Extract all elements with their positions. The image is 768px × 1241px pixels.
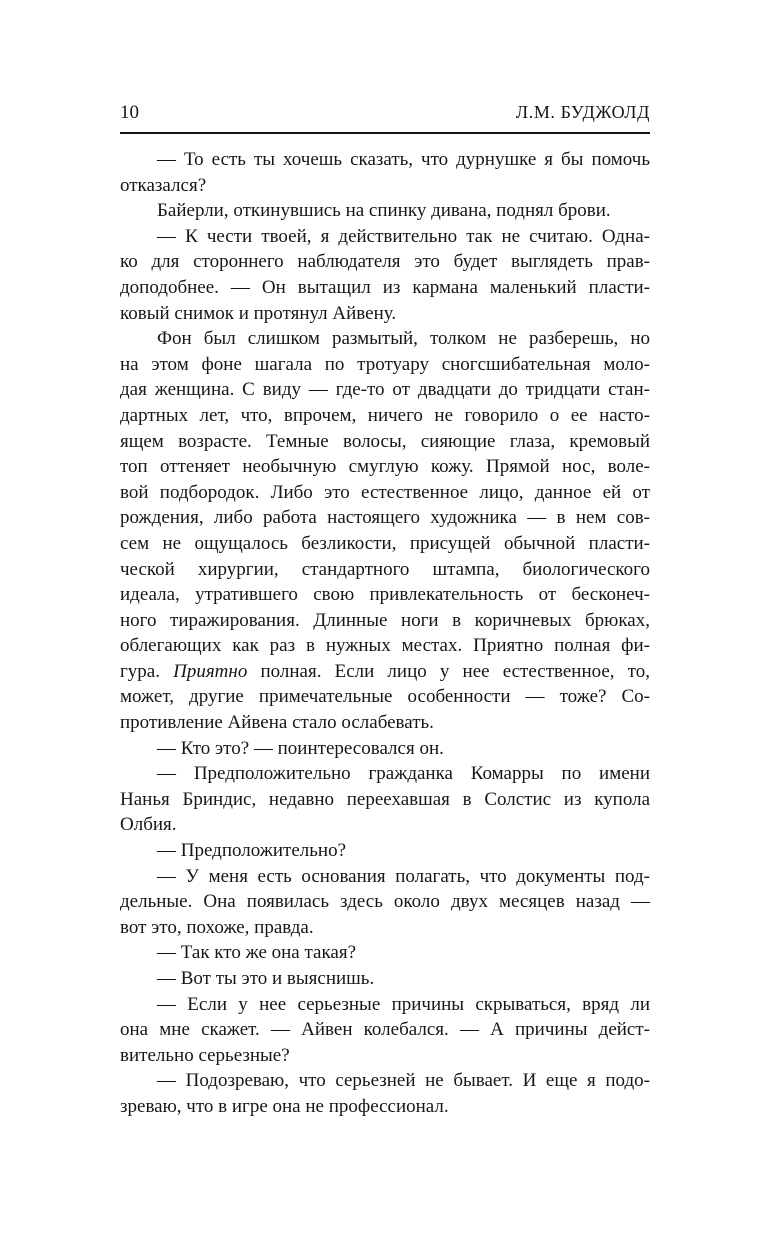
text-line: рождения, либо работа настоящего художника — в нем сов-: [120, 507, 650, 529]
text-line: противление Айвена стало ослабевать.: [120, 712, 434, 734]
paragraph: [120, 838, 650, 864]
paragraph: [120, 940, 650, 966]
text-line: идеала, утратившего свою привлекательность от бесконеч-: [120, 584, 650, 606]
text-line: — Так кто же она такая?: [157, 942, 357, 964]
paragraph: [120, 224, 650, 326]
paragraph: [120, 864, 650, 941]
text-line: — Предположительно гражданка Комарры по имени: [157, 763, 650, 785]
text-line: — То есть ты хочешь сказать, что дурнушке я бы помочь: [157, 149, 650, 170]
text-line: на этом фоне шагала по тротуару сногсшибательная моло-: [120, 353, 650, 375]
page-content: [120, 101, 650, 1120]
text-line: зреваю, что в игре она не профессионал.: [120, 1095, 449, 1117]
page-number: 10: [120, 102, 139, 123]
text-line: — У меня есть основания полагать, что документы под-: [157, 865, 650, 887]
paragraph: [120, 761, 650, 838]
paragraph: [120, 147, 650, 198]
text-line: вительно серьезные?: [120, 1044, 290, 1066]
paragraph: [120, 326, 650, 736]
text-line: облегающих как раз в нужных местах. Приятно полная фи-: [120, 635, 650, 657]
text-line: дартных лет, что, впрочем, ничего не говорило о ее насто-: [120, 404, 650, 426]
text-line: — Вот ты это и выяснишь.: [157, 968, 375, 989]
page-header: [120, 101, 650, 124]
text-line: дая женщина. С виду — где-то от двадцати до тридцати стан-: [120, 379, 650, 401]
text-line: гура. Приятно полная. Если лицо у нее естественное, то,: [120, 660, 650, 682]
text-line: ковый снимок и протянул Айвену.: [120, 302, 397, 324]
italic-text: Приятно: [173, 660, 248, 682]
text-line: ящем возрасте. Темные волосы, сияющие глаза, кремовый: [120, 430, 650, 452]
text-line: — К чести твоей, я действительно так не считаю. Одна-: [157, 225, 650, 247]
text-line: вот это, похоже, правда.: [120, 916, 314, 938]
text-line: доподобнее. — Он вытащил из кармана маленький пласти-: [120, 276, 650, 298]
text-line: — Предположительно?: [157, 840, 347, 862]
paragraph: [120, 198, 650, 224]
text-line: сем не ощущалось безликости, присущей обычной пласти-: [120, 532, 650, 554]
running-title: Л.М. БУДЖОЛД: [515, 102, 650, 122]
text-line: дельные. Она появилась здесь около двух месяцев назад —: [120, 891, 650, 913]
header-rule: [120, 132, 650, 134]
text-line: Нанья Бриндис, недавно переехавшая в Солстис из купола: [120, 788, 650, 810]
text-line: Олбия.: [120, 814, 177, 836]
text-line: Фон был слишком размытый, толком не разберешь, но: [157, 328, 650, 350]
text-line: вой подбородок. Либо это естественное лицо, данное ей от: [120, 481, 650, 503]
text-line: Байерли, откинувшись на спинку дивана, поднял брови.: [157, 200, 611, 222]
paragraph: [120, 1068, 650, 1119]
text-line: отказался?: [120, 174, 207, 196]
text-line: топ оттеняет необычную смуглую кожу. Прямой нос, воле-: [120, 456, 650, 478]
text-line: ко для стороннего наблюдателя это будет выглядеть прав-: [120, 251, 650, 273]
text-line: ного тиражирования. Длинные ноги в коричневых брюках,: [120, 609, 650, 631]
text-line: она мне скажет. — Айвен колебался. — А причины дейст-: [120, 1019, 650, 1041]
text-line: — Если у нее серьезные причины скрываться, вряд ли: [157, 993, 650, 1015]
text-line: — Подозреваю, что серьезней не бывает. И еще я подо-: [157, 1070, 650, 1092]
text-line: — Кто это? — поинтересовался он.: [157, 737, 444, 759]
paragraph: [120, 736, 650, 762]
text-line: может, другие примечательные особенности — тоже? Со-: [120, 686, 650, 708]
text-line: ческой хирургии, стандартного штампа, биологического: [120, 558, 650, 580]
paragraph: [120, 966, 650, 992]
text-column: [120, 147, 650, 1120]
paragraph: [120, 992, 650, 1069]
